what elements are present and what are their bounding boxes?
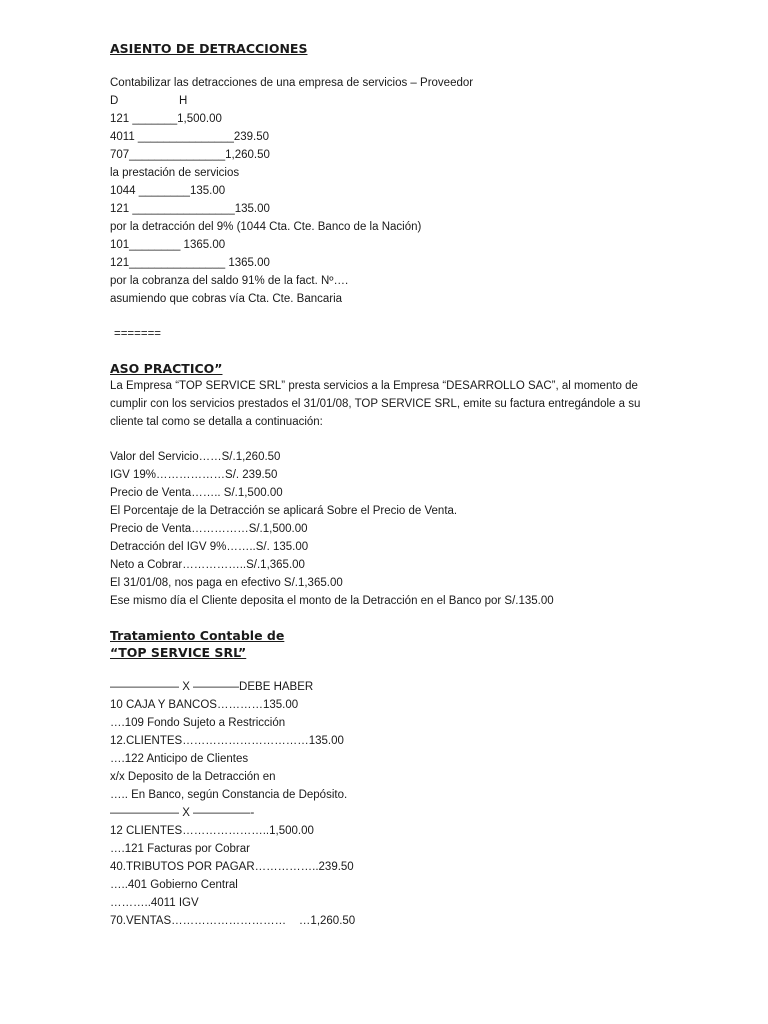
text-line: 10 CAJA Y BANCOS…………135.00 [110, 699, 299, 711]
section-title-asiento: ASIENTO DE DETRACCIONES [110, 41, 308, 56]
text-line: IGV 19%………………S/. 239.50 [110, 469, 278, 481]
text-line: ….109 Fondo Sujeto a Restricción [110, 717, 286, 729]
text-line: Valor del Servicio……S/.1,260.50 [110, 451, 281, 463]
spacer [110, 343, 670, 360]
text-line: 70.VENTAS………………………… …1,260.50 [110, 915, 356, 927]
spacer [110, 57, 670, 74]
section-title-tratamiento-2: “TOP SERVICE SRL” [110, 645, 247, 660]
text-line: ….. En Banco, según Constancia de Depósito. [110, 789, 348, 801]
text-line: asumiendo que cobras vía Cta. Cte. Bancaria [110, 293, 343, 305]
section-title-tratamiento-1: Tratamiento Contable de [110, 628, 285, 643]
text-line: 707_______________1,260.50 [110, 149, 270, 161]
text-line: la prestación de servicios [110, 167, 240, 179]
spacer [110, 431, 670, 448]
text-line: —————— X —————- [110, 807, 255, 819]
text-line: 121_______________ 1365.00 [110, 257, 270, 269]
text-line: El Porcentaje de la Detracción se aplicará Sobre el Precio de Venta. [110, 505, 458, 517]
text-line: Ese mismo día el Cliente deposita el monto de la Detracción en el Banco por S/.135.00 [110, 595, 554, 607]
text-line: 4011 _______________239.50 [110, 131, 270, 143]
text-line: 121 _______1,500.00 [110, 113, 222, 125]
spacer [110, 610, 670, 627]
text-line: ………..4011 IGV [110, 897, 199, 909]
text-line: 12.CLIENTES……………………………135.00 [110, 735, 344, 747]
intro-paragraph: La Empresa “TOP SERVICE SRL” presta servicios a la Empresa “DESARROLLO SAC”, al momento de cumplir con los servicios prestados el 31/01/08, TOP SERVICE SRL, emite su factura entregándole a su cliente tal como se detalla a continuación: [110, 380, 641, 428]
text-line: —————— X ————DEBE HABER [110, 681, 314, 693]
spacer [110, 308, 670, 325]
asiento-lines [110, 74, 670, 308]
document-page [110, 40, 670, 930]
text-line: Detracción del IGV 9%……..S/. 135.00 [110, 541, 309, 553]
text-line: 12 CLIENTES…………………..1,500.00 [110, 825, 314, 837]
text-line: por la detracción del 9% (1044 Cta. Cte. Banco de la Nación) [110, 221, 422, 233]
text-line: x/x Deposito de la Detracción en [110, 771, 276, 783]
text-line: por la cobranza del saldo 91% de la fact. Nº…. [110, 275, 349, 287]
text-line: D H [110, 95, 188, 107]
text-line: Neto a Cobrar……………..S/.1,365.00 [110, 559, 305, 571]
spacer [110, 661, 670, 678]
text-line: Contabilizar las detracciones de una empresa de servicios – Proveedor [110, 77, 474, 89]
text-line: 101________ 1365.00 [110, 239, 226, 251]
text-line: …..401 Gobierno Central [110, 879, 238, 891]
text-line: 121 ________________135.00 [110, 203, 270, 215]
text-line: 40.TRIBUTOS POR PAGAR……………..239.50 [110, 861, 354, 873]
tratamiento-lines [110, 678, 670, 930]
text-line: ….122 Anticipo de Clientes [110, 753, 249, 765]
text-line: El 31/01/08, nos paga en efectivo S/.1,365.00 [110, 577, 343, 589]
text-line: Precio de Venta……………S/.1,500.00 [110, 523, 308, 535]
section-title-caso-practico: ASO PRACTICO” [110, 361, 223, 376]
text-line: 1044 ________135.00 [110, 185, 226, 197]
separator-text: ======= [114, 328, 162, 340]
text-line: Precio de Venta…….. S/.1,500.00 [110, 487, 283, 499]
caso-lines [110, 448, 670, 610]
text-line: ….121 Facturas por Cobrar [110, 843, 250, 855]
